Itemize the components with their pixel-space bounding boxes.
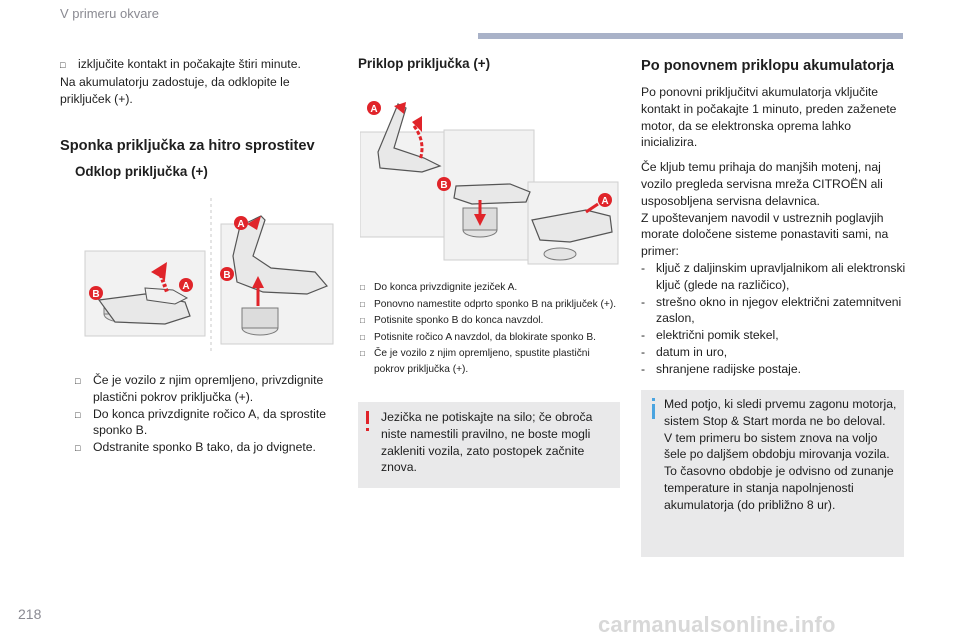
list-item: □ Do konca privzdignite ročico A, da sprostite sponko B. — [75, 406, 327, 438]
intro-bullet: □ izključite kontakt in počakajte štiri minute. — [60, 56, 335, 74]
label-b-text-2: B — [92, 289, 100, 300]
label-a-text: A — [370, 104, 378, 115]
section-title: V primeru okvare — [60, 6, 159, 21]
list-item: □ Potisnite sponko B do konca navzdol. — [360, 313, 622, 329]
header-bar — [478, 33, 903, 39]
connect-steps — [360, 280, 622, 379]
subheading-connect: Priklop priključka (+) — [358, 56, 491, 71]
intro-block — [60, 56, 335, 107]
info-icon — [652, 404, 655, 419]
list-item: □ Do konca privzdignite jeziček A. — [360, 280, 622, 296]
list-item: □ Če je vozilo z njim opremljeno, spustite plastični pokrov priključka (+). — [360, 346, 622, 377]
list-item: - strešno okno in njegov električni zatemnitveni zaslon, — [641, 294, 902, 326]
warning-text: Jezička ne potiskajte na silo; če obroča niste namestili pravilno, ne boste mogli zakleniti vozila, zato postopek začnite znova. — [381, 410, 593, 475]
connect-illustration — [360, 92, 620, 272]
list-item: - ključ z daljinskim upravljalnikom ali elektronski ključ (glede na različico), — [641, 260, 906, 292]
list-item: - električni pomik stekel, — [641, 328, 779, 343]
checkbox-bullet-icon: □ — [360, 299, 365, 309]
checkbox-bullet-icon: □ — [360, 349, 365, 359]
label-a-text-2: A — [601, 196, 609, 207]
info-icon-dot — [652, 398, 655, 401]
checkbox-bullet-icon: □ — [75, 443, 81, 454]
checkbox-bullet-icon: □ — [360, 283, 365, 292]
list-item: - datum in uro, — [641, 344, 728, 359]
paragraph: Če kljub temu prihaja do manjših motenj, naj vozilo pregleda servisna mreža CITROËN ali usposobljena servisna delavnica. — [641, 160, 883, 208]
paragraph: Z upoštevanjem navodil v ustreznih poglavjih morate določene sisteme ponastaviti sami, na primer: — [641, 210, 889, 259]
subheading-disconnect: Odklop priključka (+) — [75, 164, 208, 179]
info-text: Med potjo, ki sledi prvemu zagonu motorja, sistem Stop & Start morda ne bo deloval. V tem primeru bo sistem znova na voljo šele po daljšem obdobju mirovanja vozila. To časovno obdobje je odvisno od zunanje temperature in stanja napolnjenosti akumulatorja (do približno 8 ur). — [664, 397, 897, 512]
label-b-text: B — [223, 270, 231, 281]
checkbox-bullet-icon: □ — [360, 316, 365, 326]
label-a-text-2: A — [182, 281, 190, 292]
list-item: □ Če je vozilo z njim opremljeno, privzdignite plastični pokrov priključka (+). — [75, 373, 324, 404]
page-number: 218 — [18, 606, 42, 622]
reconnect-block — [641, 84, 906, 378]
disconnect-illustration — [75, 196, 335, 356]
list-item: □ Ponovno namestite odprto sponko B na priključek (+). — [360, 297, 622, 313]
paragraph: Po ponovni priključitvi akumulatorja vključite kontakt in počakajte 1 minuto, preden zaženete motor, da se elektronska oprema lahko inicializira. — [641, 85, 897, 150]
checkbox-bullet-icon: □ — [75, 409, 81, 420]
checkbox-bullet-icon: □ — [360, 332, 365, 342]
list-item: - shranjene radijske postaje. — [641, 361, 801, 376]
checkbox-bullet-icon: □ — [75, 376, 81, 386]
disconnect-steps — [75, 372, 335, 457]
section-heading-reconnect: Po ponovnem priklopu akumulatorja — [641, 58, 894, 74]
section-heading: Sponka priključka za hitro sprostitev — [60, 138, 315, 154]
list-item: □ Potisnite ročico A navzdol, da blokirate sponko B. — [360, 330, 622, 346]
label-b-text: B — [440, 180, 448, 191]
intro-text: Na akumulatorju zadostuje, da odklopite le priključek (+). — [60, 74, 290, 106]
watermark: carmanualsonline.info — [598, 612, 836, 637]
exclamation-icon-dot — [366, 428, 369, 431]
list-item: □ Odstranite sponko B tako, da jo dvignete. — [75, 439, 335, 457]
checkbox-bullet-icon: □ — [60, 60, 66, 70]
label-a-text: A — [237, 219, 245, 230]
exclamation-icon — [366, 411, 369, 424]
